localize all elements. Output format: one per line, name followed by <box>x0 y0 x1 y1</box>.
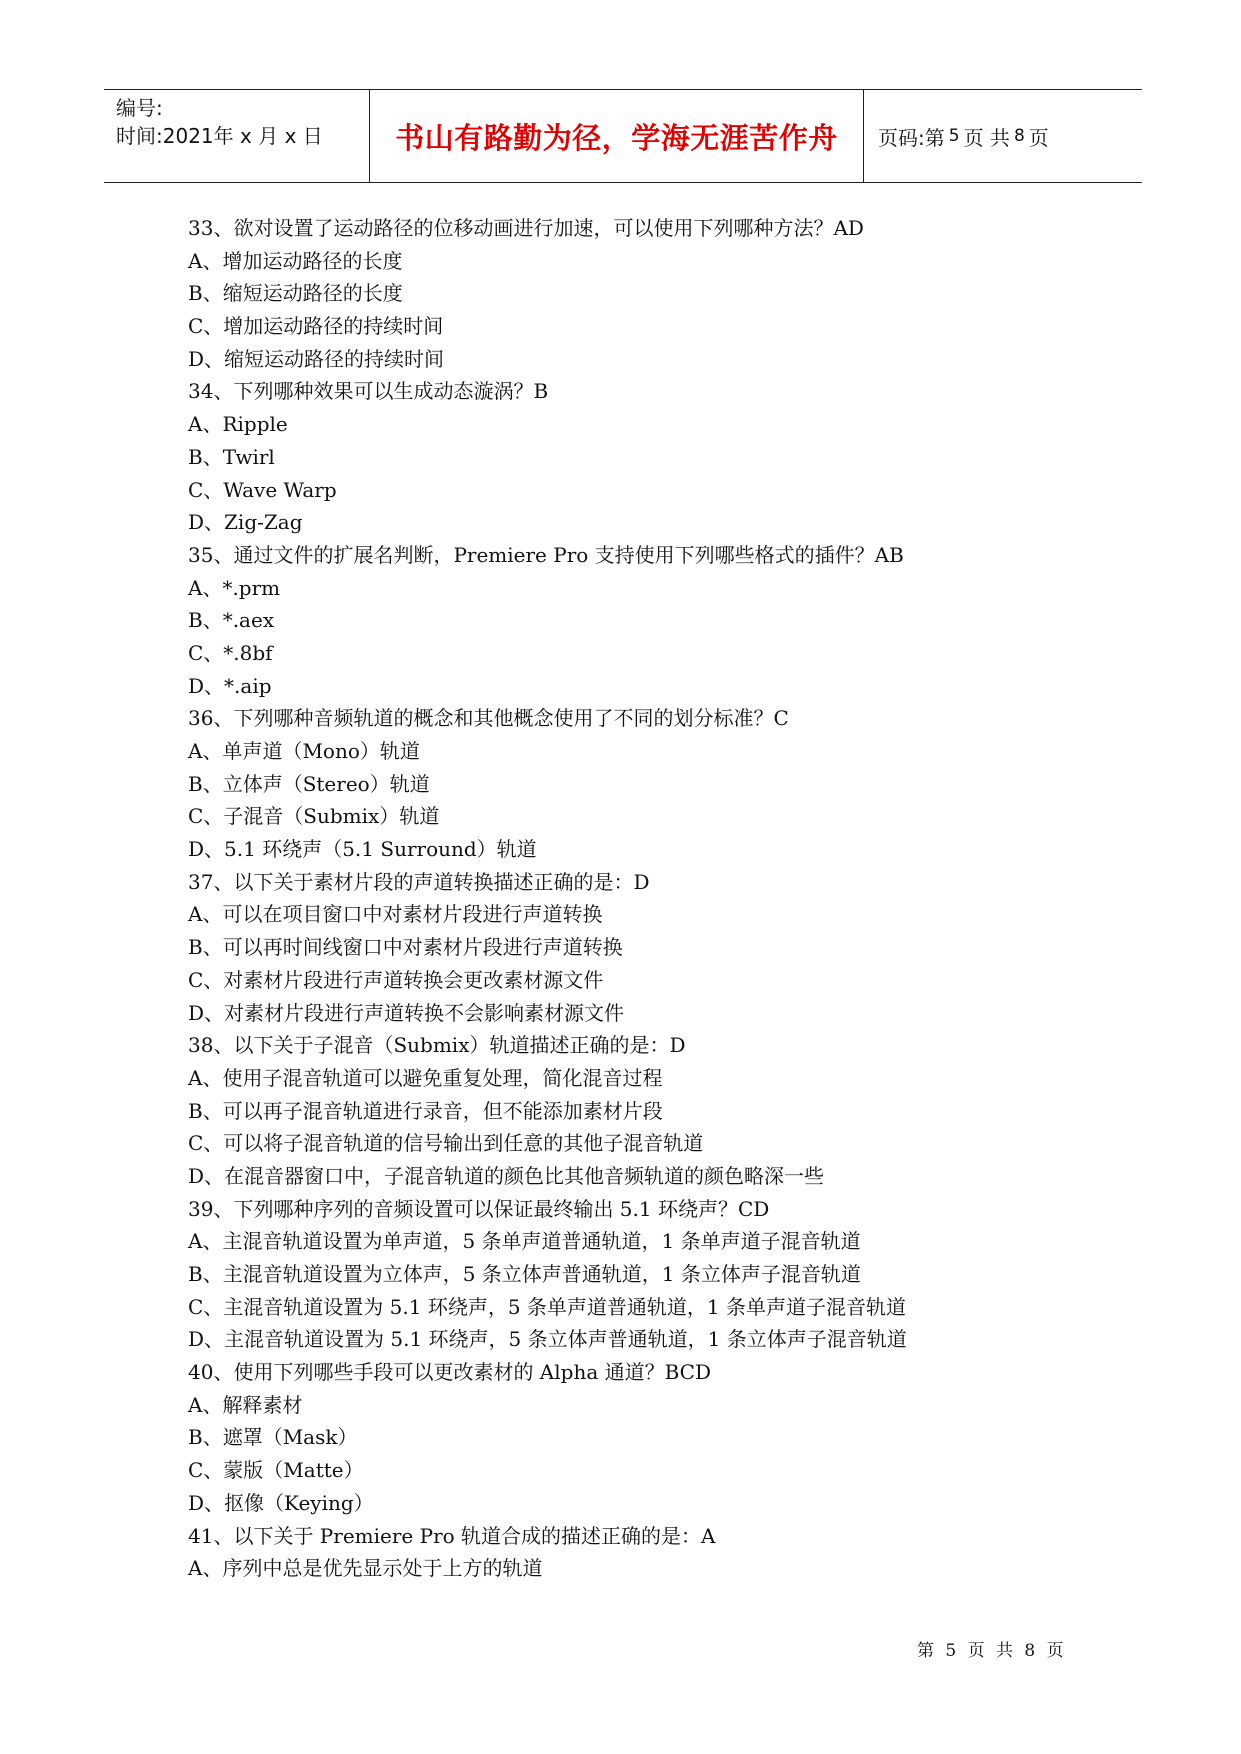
option-line: C、可以将子混音轨道的信号输出到任意的其他子混音轨道 <box>188 1131 704 1156</box>
option-line: B、*.aex <box>188 608 275 633</box>
page-number: 5 <box>948 126 960 146</box>
question-line: 40、使用下列哪些手段可以更改素材的 Alpha 通道？BCD <box>188 1360 712 1385</box>
time-prefix: 时间: <box>116 124 163 148</box>
time-line <box>116 120 323 149</box>
option-line: C、*.8bf <box>188 640 273 665</box>
question-list <box>188 212 1128 1585</box>
option-line: A、主混音轨道设置为单声道，5 条单声道普通轨道，1 条单声道子混音轨道 <box>188 1229 861 1254</box>
option-line: A、可以在项目窗口中对素材片段进行声道转换 <box>188 902 603 927</box>
page-total: 8 <box>1013 126 1025 146</box>
option-line: A、使用子混音轨道可以避免重复处理，简化混音过程 <box>188 1065 663 1090</box>
option-line: C、Wave Warp <box>188 477 337 502</box>
option-line: A、解释素材 <box>188 1392 303 1417</box>
option-line: A、Ripple <box>188 412 288 437</box>
number-label: 编号: <box>116 96 163 120</box>
option-line: C、子混音（Submix）轨道 <box>188 804 440 829</box>
option-line: D、5.1 环绕声（5.1 Surround）轨道 <box>188 837 537 862</box>
option-line: D、Zig-Zag <box>188 510 303 535</box>
question-line: 39、下列哪种序列的音频设置可以保证最终输出 5.1 环绕声？CD <box>188 1196 770 1221</box>
question-line: 41、以下关于 Premiere Pro 轨道合成的描述正确的是：A <box>188 1523 716 1548</box>
page-prefix: 页码:第 <box>878 125 945 150</box>
question-line: 37、以下关于素材片段的声道转换描述正确的是：D <box>188 869 650 894</box>
option-line: D、对素材片段进行声道转换不会影响素材源文件 <box>188 1000 625 1025</box>
option-line: B、主混音轨道设置为立体声，5 条立体声普通轨道，1 条立体声子混音轨道 <box>188 1262 861 1286</box>
time-date: 年 x 月 x 日 <box>213 124 323 148</box>
option-line: D、主混音轨道设置为 5.1 环绕声，5 条立体声普通轨道，1 条立体声子混音轨道 <box>188 1327 907 1352</box>
option-line: C、对素材片段进行声道转换会更改素材源文件 <box>188 967 604 992</box>
option-line: C、增加运动路径的持续时间 <box>188 314 444 339</box>
header-meta <box>104 90 369 182</box>
page-footer: 第 5 页 共 8 页 <box>917 1641 1067 1661</box>
option-line: B、立体声（Stereo）轨道 <box>188 771 430 796</box>
option-line: B、遮罩（Mask） <box>188 1425 358 1450</box>
option-line: A、*.prm <box>188 575 281 600</box>
option-line: A、增加运动路径的长度 <box>188 248 403 273</box>
option-line: C、主混音轨道设置为 5.1 环绕声，5 条单声道普通轨道，1 条单声道子混音轨道 <box>188 1294 906 1319</box>
header-page-info <box>864 90 1142 182</box>
option-line: A、单声道（Mono）轨道 <box>188 739 420 763</box>
option-line: B、可以再子混音轨道进行录音，但不能添加素材片段 <box>188 1098 663 1123</box>
option-line: D、在混音器窗口中，子混音轨道的颜色比其他音频轨道的颜色略深一些 <box>188 1163 825 1188</box>
option-line: B、可以再时间线窗口中对素材片段进行声道转换 <box>188 935 623 960</box>
question-line: 35、通过文件的扩展名判断，Premiere Pro 支持使用下列哪些格式的插件？AB <box>188 542 904 567</box>
page-header <box>104 89 1142 183</box>
page-suffix: 页 <box>1028 125 1049 150</box>
option-line: D、*.aip <box>188 673 272 698</box>
question-line: 34、下列哪种效果可以生成动态漩涡？B <box>188 379 549 404</box>
option-line: D、缩短运动路径的持续时间 <box>188 346 445 371</box>
question-line: 38、以下关于子混音（Submix）轨道描述正确的是：D <box>188 1033 686 1058</box>
question-line: 33、欲对设置了运动路径的位移动画进行加速，可以使用下列哪种方法？AD <box>188 216 864 240</box>
option-line: B、缩短运动路径的长度 <box>188 281 403 306</box>
header-motto: 书山有路勤为径，学海无涯苦作舟 <box>369 90 864 182</box>
option-line: C、蒙版（Matte） <box>188 1458 364 1483</box>
option-line: B、Twirl <box>188 444 275 469</box>
option-line: A、序列中总是优先显示处于上方的轨道 <box>188 1556 543 1581</box>
option-line: D、抠像（Keying） <box>188 1490 374 1515</box>
question-line: 36、下列哪种音频轨道的概念和其他概念使用了不同的划分标准？C <box>188 706 789 731</box>
time-year: 2021 <box>162 124 214 148</box>
page-mid: 页 共 <box>963 125 1010 150</box>
